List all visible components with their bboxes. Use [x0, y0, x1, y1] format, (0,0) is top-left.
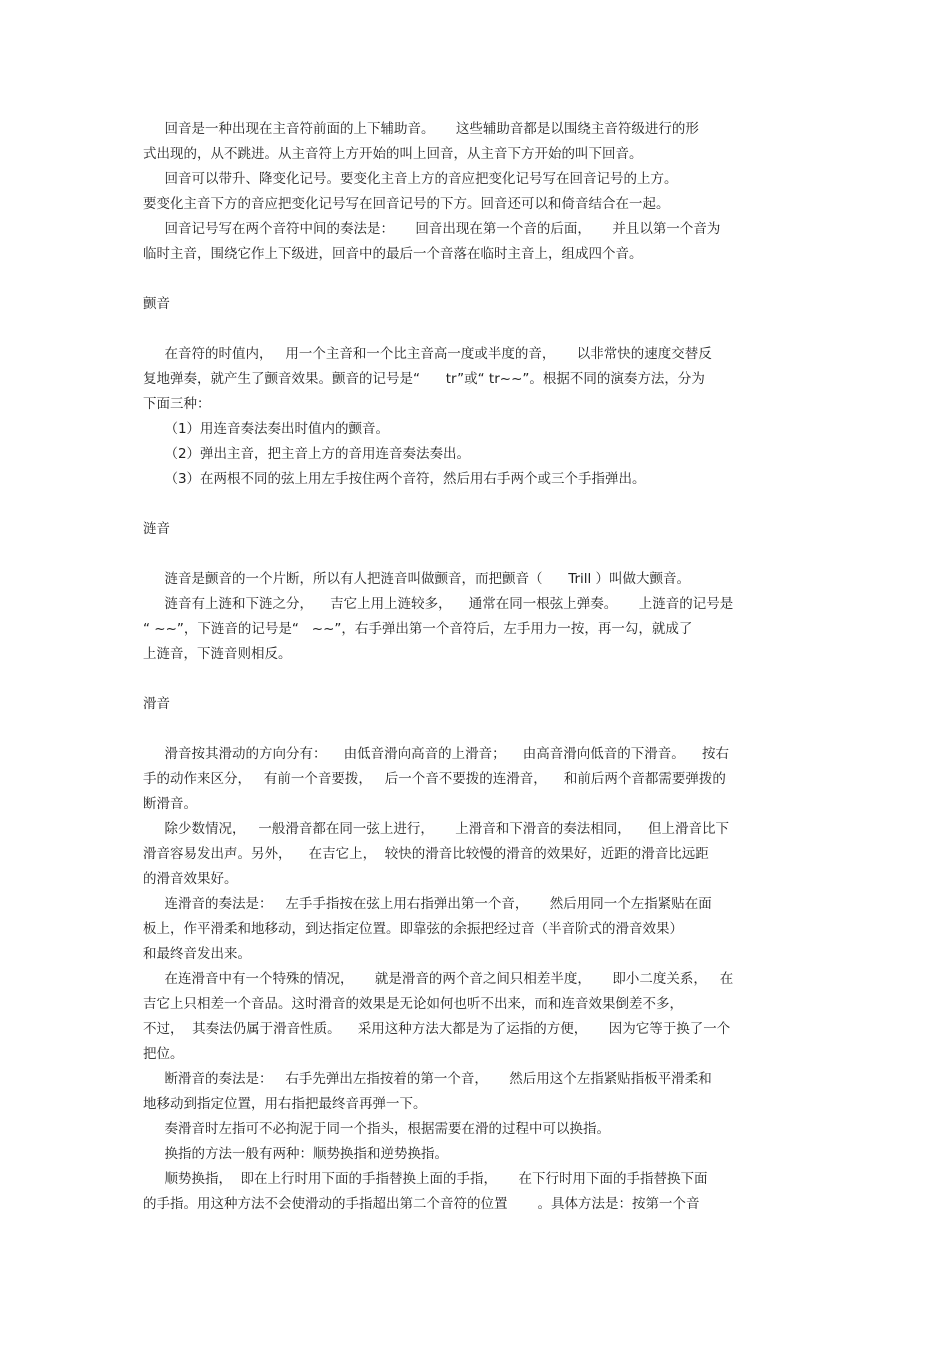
blank-line [143, 717, 815, 742]
section-heading: 涟音 [143, 521, 170, 537]
text-line: 地移动到指定位置，用右指把最终音再弹一下。 [143, 1096, 427, 1112]
blank-line [143, 492, 815, 517]
text-line: 滑音按其滑动的方向分有： 由低音滑向高音的上滑音； 由高音滑向低音的下滑音。 按右 [143, 746, 729, 762]
text-line: （2）弹出主音，把主音上方的音用连音奏法奏出。 [143, 446, 471, 462]
text-line: 临时主音，围绕它作上下级进，回音中的最后一个音落在临时主音上，组成四个音。 [143, 246, 643, 262]
text-line: 顺势换指， 即在上行时用下面的手指替换上面的手指， 在下行时用下面的手指替换下面 [143, 1171, 708, 1187]
text-line: 奏滑音时左指可不必拘泥于同一个指头，根据需要在滑的过程中可以换指。 [143, 1121, 610, 1137]
text-line: 涟音有上涟和下涟之分， 吉它上用上涟较多， 通常在同一根弦上弹奏。 上涟音的记号是 [143, 596, 734, 612]
text-line: 回音是一种出现在主音符前面的上下辅助音。 这些辅助音都是以围绕主音符级进行的形 [143, 121, 699, 137]
text-line: 回音可以带升、降变化记号。要变化主音上方的音应把变化记号写在回音记号的上方。 [143, 171, 678, 187]
text-line: 复地弹奏，就产生了颤音效果。颤音的记号是“ tr”或“ tr~~”。根据不同的演奏方法，分为 [143, 371, 705, 387]
blank-line [143, 667, 815, 692]
text-line: 把位。 [143, 1046, 184, 1062]
text-line: 要变化主音下方的音应把变化记号写在回音记号的下方。回音还可以和倚音结合在一起。 [143, 196, 670, 212]
text-line: 换指的方法一般有两种：顺势换指和逆势换指。 [143, 1146, 448, 1162]
text-line: 的手指。用这种方法不会使滑动的手指超出第二个音符的位置 。具体方法是：按第一个音 [143, 1196, 700, 1212]
text-line: 的滑音效果好。 [143, 871, 238, 887]
text-line: 连滑音的奏法是： 左手手指按在弦上用右指弹出第一个音， 然后用同一个左指紧贴在面 [143, 896, 712, 912]
section-heading: 滑音 [143, 696, 170, 712]
text-line: （1）用连音奏法奏出时值内的颤音。 [143, 421, 390, 437]
text-line: 断滑音。 [143, 796, 197, 812]
text-line: 上涟音，下涟音则相反。 [143, 646, 292, 662]
text-line: 断滑音的奏法是： 右手先弹出左指按着的第一个音， 然后用这个左指紧贴指板平滑柔和 [143, 1071, 712, 1087]
text-line: 式出现的，从不跳进。从主音符上方开始的叫上回音，从主音下方开始的叫下回音。 [143, 146, 643, 162]
text-line: 在音符的时值内， 用一个主音和一个比主音高一度或半度的音， 以非常快的速度交替反 [143, 346, 712, 362]
text-line: “ ~~”，下涟音的记号是“ ~~”，右手弹出第一个音符后，左手用力一按，再一勾，就成了 [143, 621, 693, 637]
document-body [143, 117, 815, 1217]
text-line: 滑音容易发出声。另外， 在吉它上， 较快的滑音比较慢的滑音的效果好，近距的滑音比远距 [143, 846, 709, 862]
text-line: 下面三种： [143, 396, 211, 412]
text-line: 涟音是颤音的一个片断，所以有人把涟音叫做颤音，而把颤音（ Trill ）叫做大颤音。 [143, 571, 691, 587]
text-line: 除少数情况， 一般滑音都在同一弦上进行， 上滑音和下滑音的奏法相同， 但上滑音比下 [143, 821, 729, 837]
text-line: 板上，作平滑柔和地移动，到达指定位置。即靠弦的余振把经过音（半音阶式的滑音效果） [143, 921, 683, 937]
blank-line [143, 542, 815, 567]
blank-line [143, 317, 815, 342]
text-line: （3）在两根不同的弦上用左手按住两个音符，然后用右手两个或三个手指弹出。 [143, 471, 646, 487]
blank-line [143, 267, 815, 292]
text-line: 吉它上只相差一个音品。这时滑音的效果是无论如何也听不出来，而和连音效果倒差不多， [143, 996, 683, 1012]
section-heading: 颤音 [143, 296, 170, 312]
text-line: 手的动作来区分， 有前一个音要拨， 后一个音不要拨的连滑音， 和前后两个音都需要弹拨的 [143, 771, 726, 787]
text-line: 和最终音发出来。 [143, 946, 251, 962]
text-line: 不过， 其奏法仍属于滑音性质。 采用这种方法大都是为了运指的方便， 因为它等于换了一个 [143, 1021, 731, 1037]
text-line: 在连滑音中有一个特殊的情况， 就是滑音的两个音之间只相差半度， 即小二度关系， 在 [143, 971, 734, 987]
text-line: 回音记号写在两个音符中间的奏法是： 回音出现在第一个音的后面， 并且以第一个音为 [143, 221, 721, 237]
